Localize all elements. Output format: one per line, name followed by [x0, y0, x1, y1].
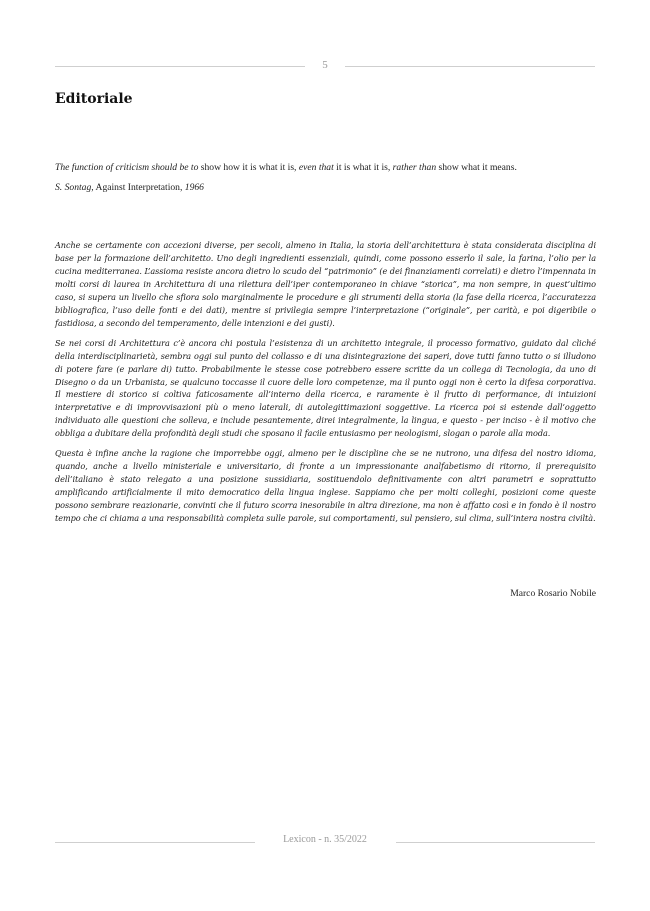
editorial-body [55, 239, 596, 532]
author-signature: Marco Rosario Nobile [510, 588, 596, 599]
header-rule-left [55, 66, 305, 67]
epigraph-quote: The function of criticism should be to show how it is what it is, even that it is what it is, rather than show what it means. [55, 162, 517, 173]
paragraph: Anche se certamente con accezioni diverse, per secoli, almeno in Italia, la storia dell’architettura è stata considerata disciplina di base per la formazione dell’architetto. Uno degli ingredienti essenziali, quindi, come possono esserlo il sale, la farina, l’olio per la cucina mediterranea. L’assioma resiste ancora dietro lo scudo del “patrimonio” (e dei finanziamenti correlati) e dietro l’impennata in molti corsi di laurea in Architettura di una rilettura dell’iper contemporaneo in chiave “storica”, ma non sempre, in quest’ultimo caso, si supera un livello che sfiora solo marginalmente le procedure e gli strumenti della storia (la fase della ricerca, l’accuratezza bibliografica, l’uso delle fonti e dei dati), mentre si privilegia sempre l’interpretazione (“originale”, per carità, e poi digeribile o fastidiosa, a secondo del temperamento, delle intenzioni e dei gusti). [55, 240, 596, 328]
footer-text: Lexicon - n. 35/2022 [283, 834, 367, 845]
page-title: Editoriale [55, 91, 133, 107]
paragraph: Se nei corsi di Architettura c’è ancora chi postula l’esistenza di un architetto integrale, il processo formativo, guidato dal cliché della interdisciplinarietà, sembra oggi sul punto del collasso e di una disintegrazione dei saperi, dove tutti fanno tutto o si illudono di potere fare (e parlare di) tutto. Probabilmente le stesse cose potrebbero essere scritte da un collega di Tecnologia, da uno di Disegno o da un Urbanista, se qualcuno toccasse il cuore delle loro competenze, ma il punto oggi non è certo la difesa corporativa. Il mestiere di storico si coltiva faticosamente all’interno della ricerca, e raramente è il frutto di performance, di intuizioni interpretative e di improvvisazioni più o meno laterali, di autolegittimazioni soggettive. La ricerca poi si estende dall’oggetto individuato alle questioni che solleva, e include pesantemente, direi integralmente, la lingua, e questo - per inciso - è il motivo che obbliga a dubitare della profondità degli studi che sposano il facile entusiasmo per neologismi, slogan o parole alla moda. [55, 337, 596, 439]
page-number: 5 [322, 59, 328, 71]
header-rule-right [345, 66, 595, 67]
footer-rule-left [55, 842, 255, 843]
epigraph-source: S. Sontag, Against Interpretation, 1966 [55, 182, 204, 193]
paragraph: Questa è infine anche la ragione che imporrebbe oggi, almeno per le discipline che se ne nutrono, una difesa del nostro idioma, quando, anche a livello ministeriale e universitario, di fronte a un impressionante analfabetismo di ritorno, il prerequisito dell’italiano è stato relegato a una posizione sussidiaria, sostituendolo definitivamente con altri parametri e soprattutto amplificando artificialmente il mito democratico della lingua inglese. Sappiamo che per molti colleghi, posizioni come queste possono sembrare reazionarie, convinti che il futuro scorra inesorabile in altra direzione, ma non è affatto così e in fondo è il nostro tempo che ci chiama a una responsabilità completa sulle parole, sui comportamenti, sul pensiero, sul clima, sull’intera nostra civiltà. [55, 448, 596, 524]
footer-rule-right [396, 842, 595, 843]
